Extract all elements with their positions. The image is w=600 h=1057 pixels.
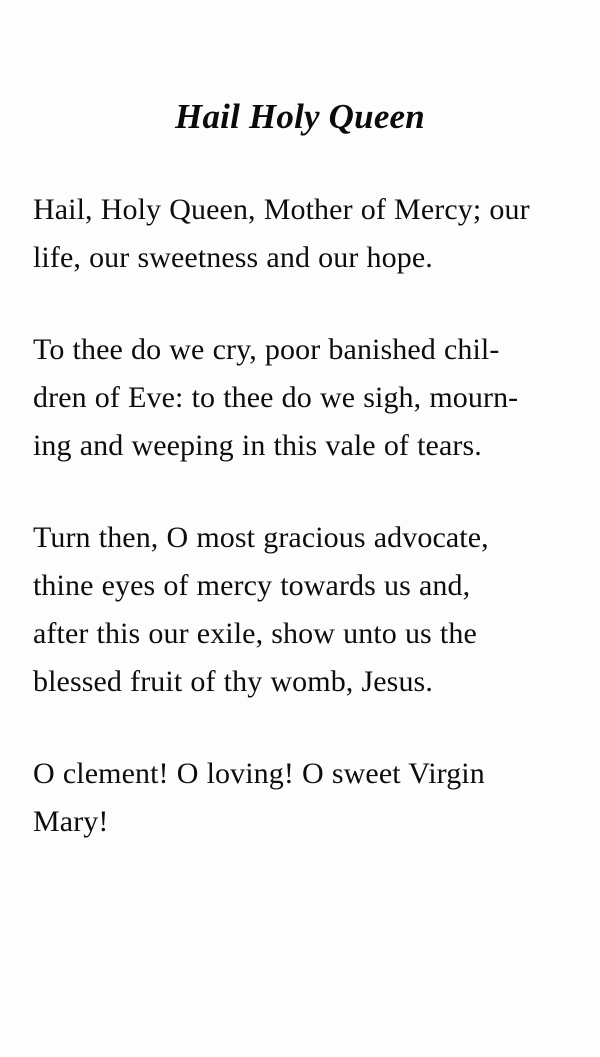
prayer-paragraph-3 [33, 514, 581, 706]
prayer-paragraph-1 [33, 186, 581, 282]
prayer-line: ing and weeping in this vale of tears. [33, 429, 482, 462]
prayer-line: Hail, Holy Queen, Mother of Mercy; our [33, 193, 530, 226]
prayer-line: O clement! O loving! O sweet Virgin [33, 757, 485, 790]
prayer-line: blessed fruit of thy womb, Jesus. [33, 665, 433, 698]
prayer-line: To thee do we cry, poor banished chil- [33, 333, 500, 366]
prayer-line: thine eyes of mercy towards us and, [33, 569, 471, 602]
prayer-text-body [33, 186, 581, 846]
prayer-paragraph-4 [33, 750, 581, 846]
prayer-line: after this our exile, show unto us the [33, 617, 477, 650]
prayer-line: Turn then, O most gracious advocate, [33, 521, 489, 554]
prayer-paragraph-2 [33, 326, 581, 470]
prayer-line: life, our sweetness and our hope. [33, 241, 433, 274]
prayer-line: Mary! [33, 805, 109, 838]
page-title: Hail Holy Queen [175, 97, 425, 137]
prayer-line: dren of Eve: to thee do we sigh, mourn- [33, 381, 519, 414]
